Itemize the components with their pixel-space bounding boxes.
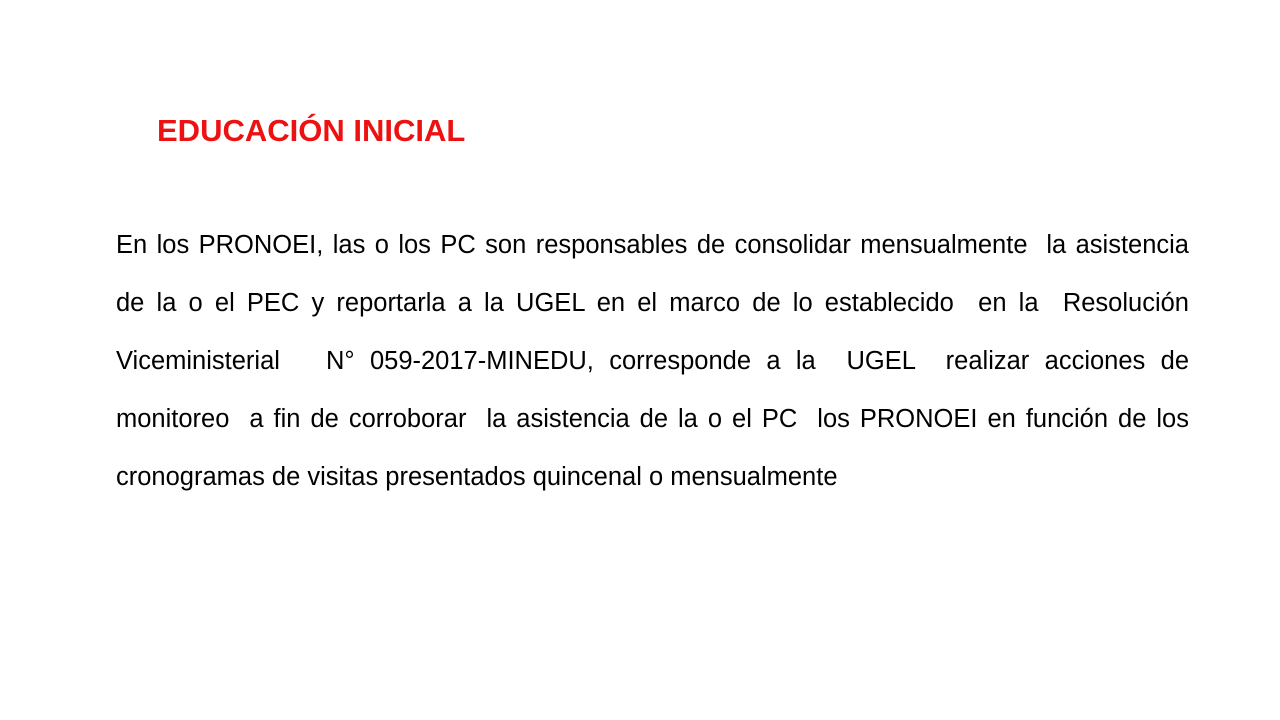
- slide-title: EDUCACIÓN INICIAL: [157, 113, 466, 148]
- slide-body-text: En los PRONOEI, las o los PC son responsables de consolidar mensualmente la asistencia de la o el PEC y reportarla a la UGEL en el marco de lo establecido en la Resolución Viceministerial N° 059-2017-MINEDU, corresponde a la UGEL realizar acciones de monitoreo a fin de corroborar la asistencia de la o el PC los PRONOEI en función de los cronogramas de visitas presentados quincenal o mensualmente: [116, 231, 1197, 491]
